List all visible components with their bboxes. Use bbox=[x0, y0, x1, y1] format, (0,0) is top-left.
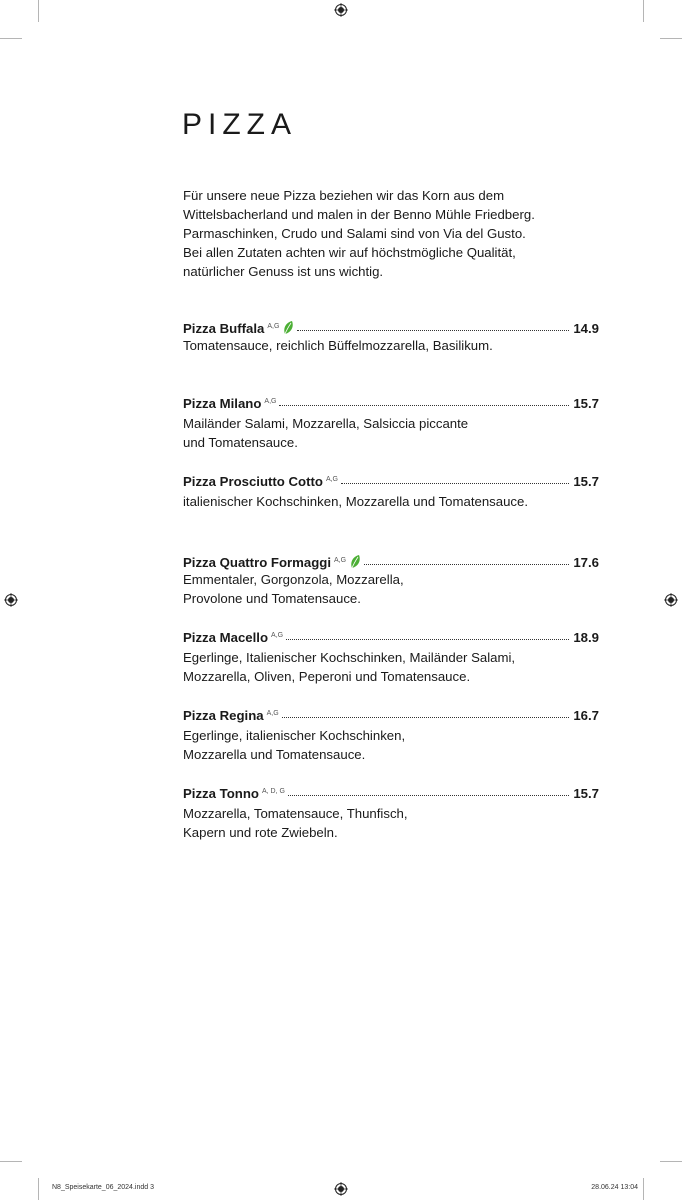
item-price: 18.9 bbox=[573, 630, 599, 645]
allergen-codes: A,G bbox=[264, 398, 277, 405]
item-name: Pizza Prosciutto Cotto bbox=[183, 474, 323, 489]
item-description bbox=[183, 492, 599, 511]
menu-item-prosciutto-cotto bbox=[183, 474, 599, 552]
dot-leader bbox=[297, 329, 569, 331]
item-name: Pizza Macello bbox=[183, 630, 269, 645]
crop-mark bbox=[0, 1161, 22, 1162]
menu-item-macello bbox=[183, 630, 599, 708]
menu-item-tonno bbox=[183, 786, 599, 864]
dot-leader bbox=[286, 638, 569, 640]
crop-mark bbox=[38, 0, 39, 22]
registration-mark-icon bbox=[334, 1182, 348, 1196]
item-name: Pizza Regina bbox=[183, 708, 264, 723]
item-description bbox=[183, 336, 599, 355]
menu-item-milano bbox=[183, 396, 599, 474]
item-description bbox=[183, 804, 599, 842]
description-line: Egerlinge, italienischer Kochschinken, bbox=[183, 728, 406, 743]
description-line: italienischer Kochschinken, Mozzarella und Tomatensauce. bbox=[183, 494, 529, 509]
intro-line: Wittelsbacherland und malen in der Benno Mühle Friedberg. bbox=[183, 207, 535, 222]
intro-line: Für unsere neue Pizza beziehen wir das Korn aus dem bbox=[183, 188, 505, 203]
intro-text bbox=[183, 186, 603, 281]
intro-line: natürlicher Genuss ist uns wichtig. bbox=[183, 264, 384, 279]
crop-mark bbox=[643, 0, 644, 22]
item-price: 16.7 bbox=[573, 708, 599, 723]
allergen-codes: A, D, G bbox=[261, 788, 285, 795]
crop-mark bbox=[660, 1161, 682, 1162]
item-price: 15.7 bbox=[573, 474, 599, 489]
allergen-codes: A,G bbox=[334, 557, 347, 564]
item-name: Pizza Quattro Formaggi bbox=[183, 555, 332, 570]
registration-mark-icon bbox=[4, 593, 18, 607]
description-line: Mozzarella und Tomatensauce. bbox=[183, 747, 366, 762]
intro-line: Parmaschinken, Crudo und Salami sind von Via del Gusto. bbox=[183, 226, 526, 241]
allergen-codes: A,G bbox=[266, 710, 279, 717]
registration-mark-icon bbox=[664, 593, 678, 607]
crop-mark bbox=[660, 38, 682, 39]
item-name: Pizza Tonno bbox=[183, 786, 259, 801]
description-line: Mozzarella, Tomatensauce, Thunfisch, bbox=[183, 806, 408, 821]
crop-mark bbox=[643, 1178, 644, 1200]
item-price: 15.7 bbox=[573, 396, 599, 411]
description-line: Tomatensauce, reichlich Büffelmozzarella, Basilikum. bbox=[183, 338, 493, 353]
footer-timestamp: 28.06.24 13:04 bbox=[591, 1184, 638, 1191]
description-line: Mozzarella, Oliven, Peperoni und Tomatensauce. bbox=[183, 669, 471, 684]
item-price: 15.7 bbox=[573, 786, 599, 801]
allergen-codes: A,G bbox=[267, 323, 280, 330]
menu-item-quattro-formaggi bbox=[183, 552, 599, 630]
menu-list bbox=[183, 318, 599, 864]
description-line: Emmentaler, Gorgonzola, Mozzarella, bbox=[183, 572, 404, 587]
menu-item-buffala bbox=[183, 318, 599, 396]
dot-leader bbox=[364, 563, 569, 565]
crop-mark bbox=[0, 38, 22, 39]
allergen-codes: A,G bbox=[271, 632, 284, 639]
leaf-icon bbox=[350, 554, 361, 569]
dot-leader bbox=[282, 716, 570, 718]
item-name: Pizza Buffala bbox=[183, 321, 265, 336]
allergen-codes: A,G bbox=[325, 476, 338, 483]
item-description bbox=[183, 648, 599, 686]
page-title: PIZZA bbox=[182, 108, 298, 141]
leaf-icon bbox=[283, 320, 294, 335]
description-line: Mailänder Salami, Mozzarella, Salsiccia piccante bbox=[183, 416, 469, 431]
item-name: Pizza Milano bbox=[183, 396, 262, 411]
menu-item-regina bbox=[183, 708, 599, 786]
dot-leader bbox=[341, 482, 569, 484]
item-description bbox=[183, 726, 599, 764]
dot-leader bbox=[279, 404, 569, 406]
description-line: Provolone und Tomatensauce. bbox=[183, 591, 361, 606]
description-line: Kapern und rote Zwiebeln. bbox=[183, 825, 338, 840]
item-price: 17.6 bbox=[573, 555, 599, 570]
registration-mark-icon bbox=[334, 3, 348, 17]
dot-leader bbox=[288, 794, 569, 796]
intro-line: Bei allen Zutaten achten wir auf höchstmögliche Qualität, bbox=[183, 245, 516, 260]
item-description bbox=[183, 414, 599, 452]
description-line: und Tomatensauce. bbox=[183, 435, 298, 450]
item-price: 14.9 bbox=[573, 321, 599, 336]
crop-mark bbox=[38, 1178, 39, 1200]
item-description bbox=[183, 570, 599, 608]
footer-filename: N8_Speisekarte_06_2024.indd 3 bbox=[52, 1184, 154, 1191]
description-line: Egerlinge, Italienischer Kochschinken, Mailänder Salami, bbox=[183, 650, 516, 665]
